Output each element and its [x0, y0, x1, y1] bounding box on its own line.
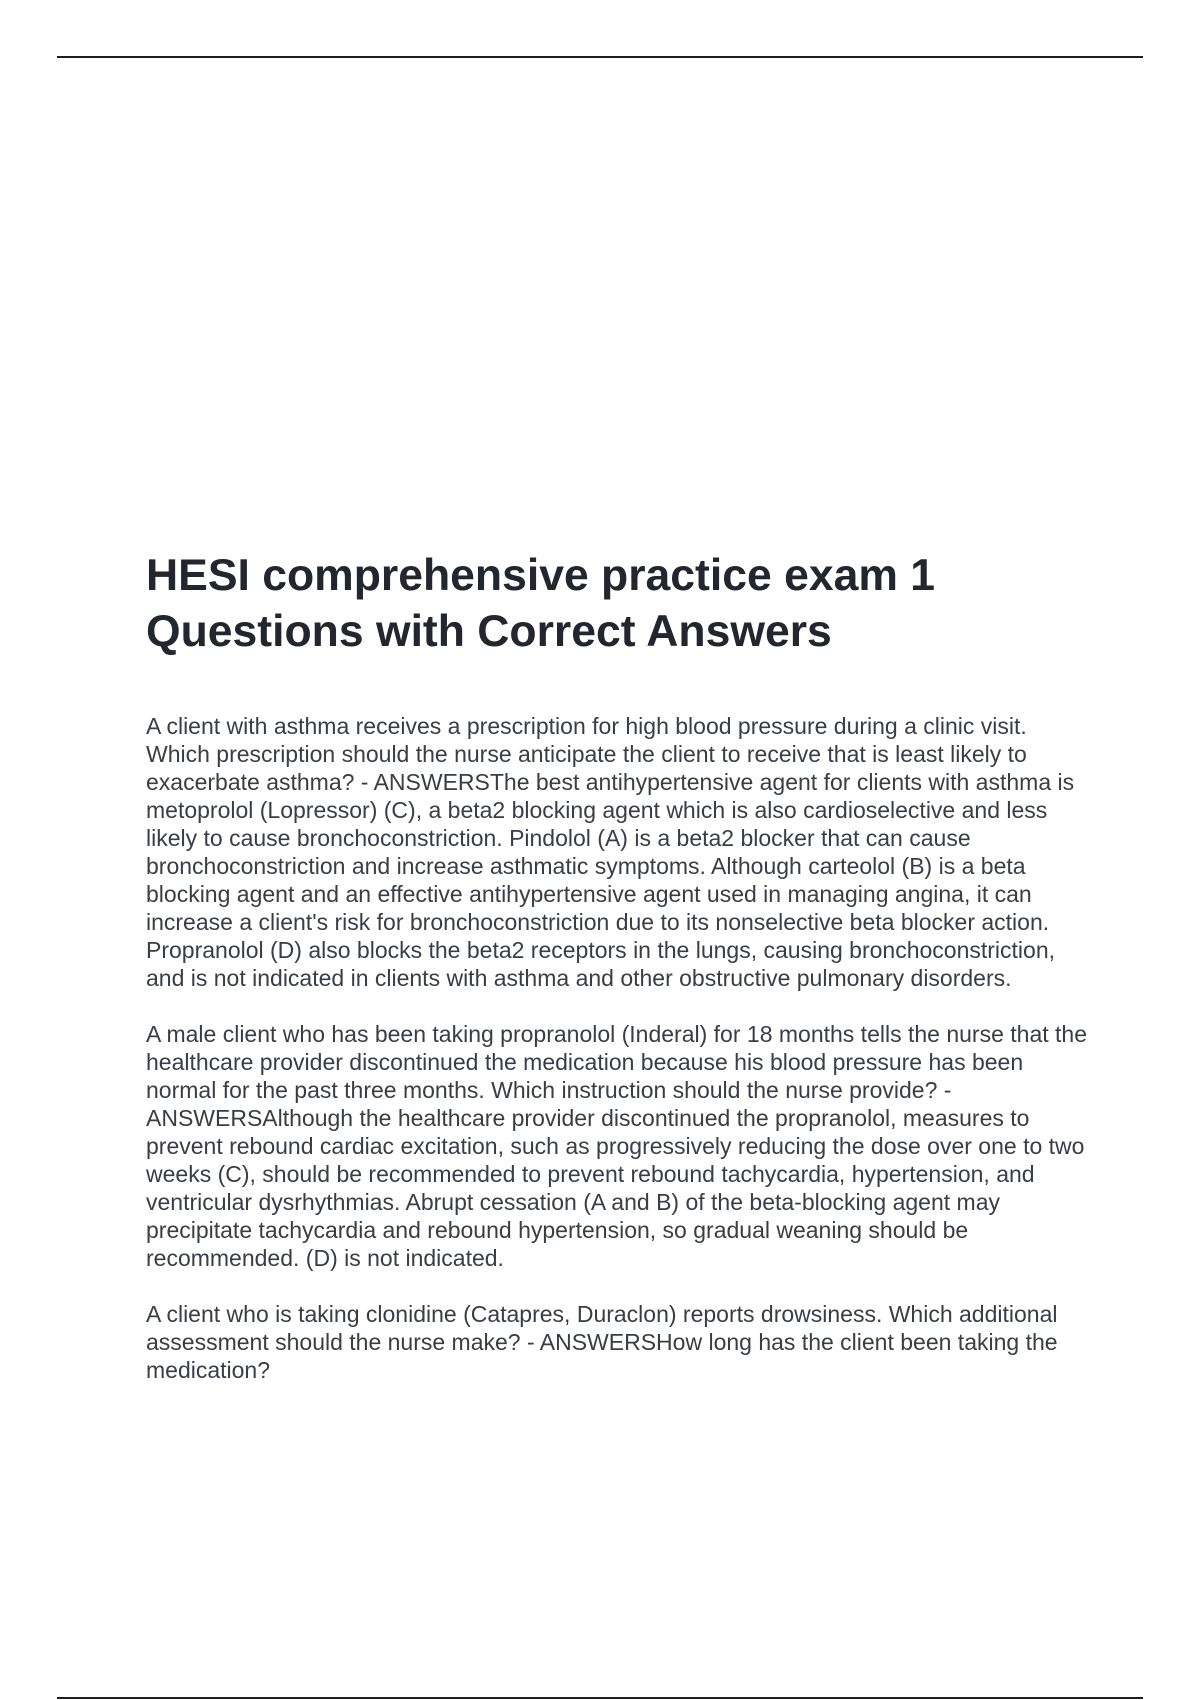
question-text: A client who is taking clonidine (Catapres, Duraclon) reports drowsiness. Which additional assessment should the nurse make?	[146, 1301, 1058, 1355]
document-title	[146, 548, 1106, 660]
qa-list	[146, 712, 1096, 1412]
answer-text: - ANSWERSAlthough the healthcare provider discontinued the propranolol, measures to prevent rebound cardiac excitation, such as progressively reducing the dose over one to two weeks (C), should be recommended to prevent rebound tachycardia, hypertension, and ventricular dysrhythmias. Abrupt cessation (A and B) of the beta-blocking agent may precipitate tachycardia and rebound hypertension, so gradual weaning should be recommended. (D) is not indicated.	[146, 1077, 1085, 1271]
title-line-2: Questions with Correct Answers	[146, 607, 832, 656]
question-text: A client with asthma receives a prescription for high blood pressure during a clinic visit. Which prescription should the nurse anticipate the client to receive that is least likely to exacerbate asthma?	[146, 713, 1027, 795]
answer-text: - ANSWERSHow long has the client been taking the medication?	[146, 1329, 1058, 1383]
question-text: A male client who has been taking propranolol (Inderal) for 18 months tells the nurse that the healthcare provider discontinued the medication because his blood pressure has been normal for the past three months. Which instruction should the nurse provide?	[146, 1021, 1087, 1103]
qa-item-2	[146, 1020, 1096, 1272]
title-line-1: HESI comprehensive practice exam 1	[146, 551, 936, 600]
qa-item-3	[146, 1300, 1096, 1384]
top-rule	[57, 56, 1143, 58]
bottom-rule	[57, 1697, 1143, 1699]
answer-text: - ANSWERSThe best antihypertensive agent for clients with asthma is metoprolol (Lopressor) (C), a beta2 blocking agent which is also cardioselective and less likely to cause bronchoconstriction. Pindolol (A) is a beta2 blocker that can cause bronchoconstriction and increase asthmatic symptoms. Although carteolol (B) is a beta blocking agent and an effective antihypertensive agent used in managing angina, it can increase a client's risk for bronchoconstriction due to its nonselective beta blocker action. Propranolol (D) also blocks the beta2 receptors in the lungs, causing bronchoconstriction, and is not indicated in clients with asthma and other obstructive pulmonary disorders.	[146, 769, 1075, 991]
qa-item-1	[146, 712, 1096, 992]
